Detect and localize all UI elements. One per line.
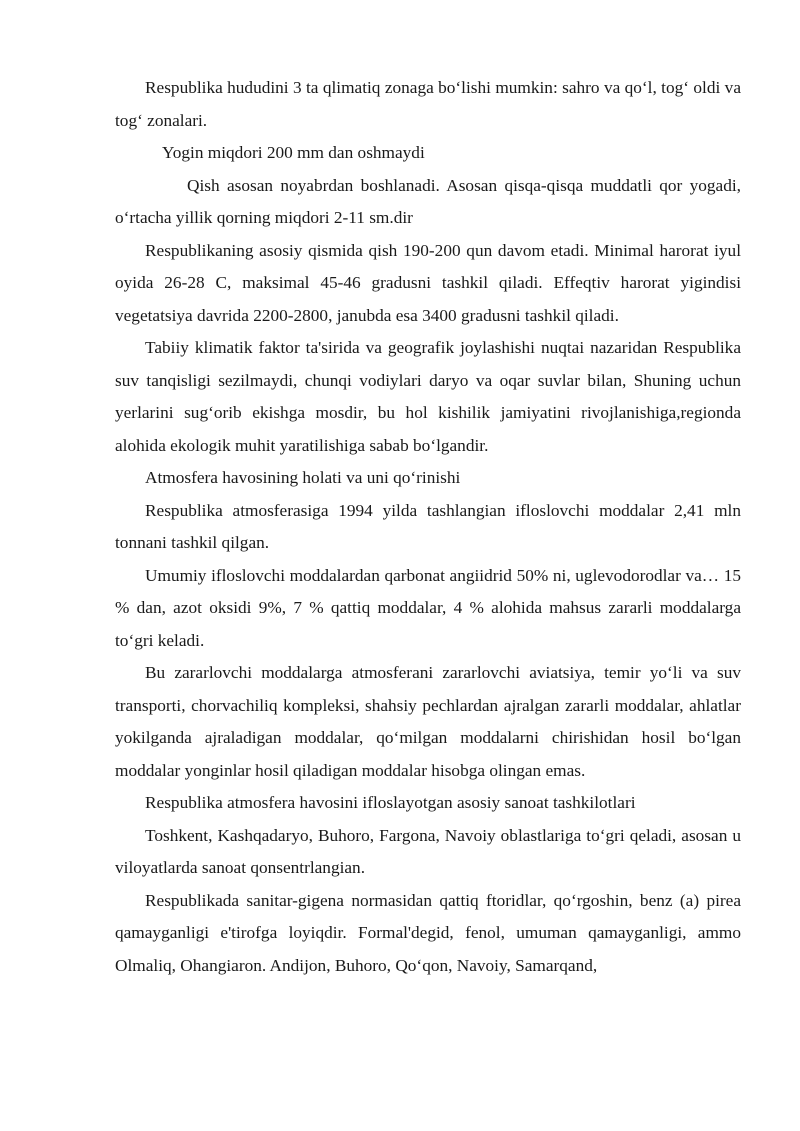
paragraph-industry-heading: Respublika atmosfera havosini ifloslayotgan asosiy sanoat tashkilotlari	[145, 793, 636, 812]
paragraph-temperature: Respublikaning asosiy qismida qish 190-200 qun davom etadi. Minimal harorat iyul oyida 26-28 C, maksimal 45-46 gradusni tashkil qiladi. Effeqtiv harorat yigindisi vegetatsiya davrida 2200-2800, janubda esa 3400 gradusni tashkil qiladi.	[115, 240, 741, 325]
paragraph-sanitary-norms: Respublikada sanitar-gigena normasidan qattiq ftoridlar, qoʻrgoshin, benz (a) pirea qamayganligi e'tirofga loyiqdir. Formal'degid, fenol, umuman qamayganligi, ammo Olmaliq, Ohangiaron. Andijon, Buhoro, Qoʻqon, Navoiy, Samarqand,	[115, 890, 741, 975]
paragraph-regions: Toshkent, Kashqadaryo, Buhoro, Fargona, Navoiy oblastlariga toʻgri qeladi, asosan u viloyatlarda sanoat qonsentrlangian.	[115, 825, 741, 877]
paragraph-climatic-zones: Respublika hududini 3 ta qlimatiq zonaga boʻlishi mumkin: sahro va qoʻl, togʻ oldi va togʻ zonalari.	[115, 78, 741, 130]
paragraph-precipitation: Yogin miqdori 200 mm dan oshmaydi	[162, 143, 425, 162]
document-page	[115, 72, 741, 982]
paragraph-water-resources: Tabiiy klimatik faktor ta'sirida va geografik joylashishi nuqtai nazaridan Respublika suv tanqisligi sezilmaydi, chunqi vodiylari daryo va oqar suvlar bilan, Shuning uchun yerlarini sugʻorib ekishga mosdir, bu hol kishilik jamiyatini rivojlanishiga,regionda alohida ekologik muhit yaratilishiga sabab boʻlgandir.	[115, 338, 741, 455]
paragraph-emissions-1994: Respublika atmosferasiga 1994 yilda tashlangian ifloslovchi moddalar 2,41 mln tonnani tashkil qilgan.	[115, 500, 741, 552]
paragraph-pollution-sources: Bu zararlovchi moddalarga atmosferani zararlovchi aviatsiya, temir yoʻli va suv transporti, chorvachiliq kompleksi, shahsiy pechlardan ajralgan zararli moddalar, ahlatlar yokilganda ajraladigan moddalar, qoʻmilgan moddalarni chirishidan hosil boʻlgan moddalar yonginlar hosil qiladigan moddalar hisobga olingan emas.	[115, 663, 741, 780]
paragraph-atmosphere-heading: Atmosfera havosining holati va uni qoʻrinishi	[145, 468, 461, 487]
paragraph-winter: Qish asosan noyabrdan boshlanadi. Asosan qisqa-qisqa muddatli qor yogadi, oʻrtacha yillik qorning miqdori 2-11 sm.dir	[115, 175, 741, 227]
paragraph-pollutant-shares: Umumiy ifloslovchi moddalardan qarbonat angiidrid 50% ni, uglevodorodlar va… 15 % dan, azot oksidi 9%, 7 % qattiq moddalar, 4 % alohida mahsus zararli moddalarga toʻgri keladi.	[115, 565, 741, 650]
